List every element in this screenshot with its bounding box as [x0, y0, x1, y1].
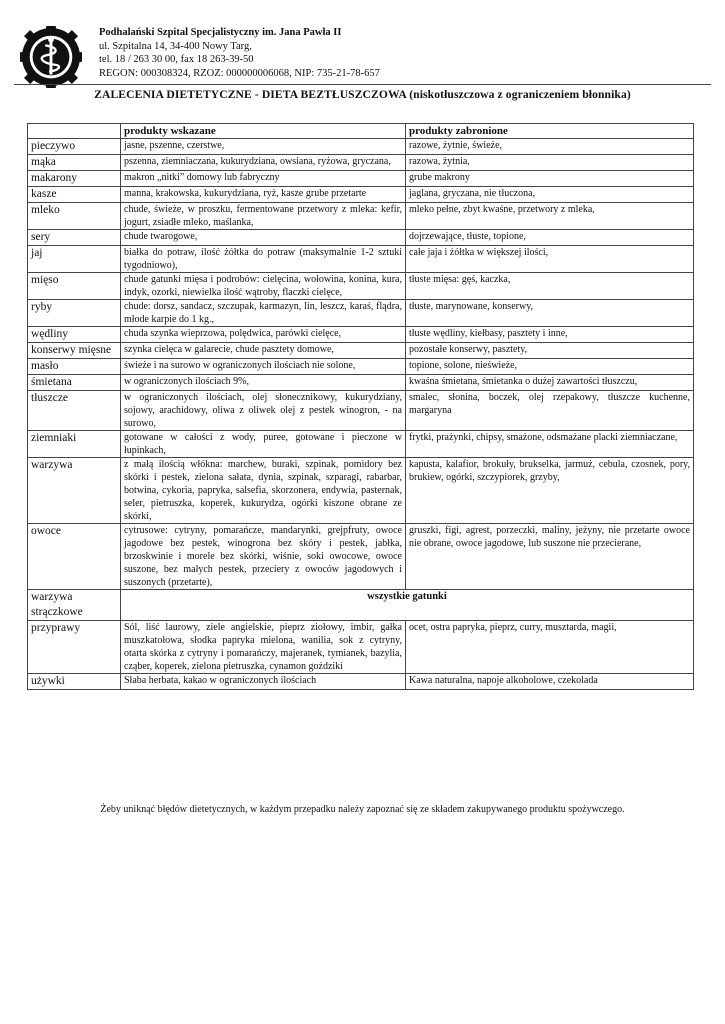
forbidden-cell: ocet, ostra papryka, pieprz, curry, musztarda, magii, — [406, 621, 694, 674]
footer-note: Żeby uniknąć błędów dietetycznych, w każdym przepadku należy zapoznać się ze składem zakupywanego produktu spożywczego. — [100, 804, 625, 815]
diet-table — [27, 123, 694, 690]
hospital-address: ul. Szpitalna 14, 34-400 Nowy Targ, — [99, 40, 252, 52]
category-cell: warzywa strączkowe — [28, 590, 121, 621]
table-row — [28, 273, 694, 300]
recommended-cell: chude twarogowe, — [121, 230, 406, 246]
recommended-cell: chude gatunki mięsa i podrobów: cielęcina, wołowina, konina, kura, indyk, ozorki, niewielka ilość wątroby, flaczki cielęce, — [121, 273, 406, 300]
forbidden-cell: pozostałe konserwy, pasztety, — [406, 343, 694, 359]
recommended-cell: Sól, liść laurowy, ziele angielskie, pieprz ziołowy, imbir, gałka muszkatołowa, słodka papryka mielona, wanilia, sok z cytryny, otarta skórka z cytryny i pomarańczy, majeranek, tymianek, bazylia, cząber, koperek, zielona pietruszka, cynamon goździki — [121, 621, 406, 674]
table-row — [28, 375, 694, 391]
forbidden-cell: frytki, prażynki, chipsy, smażone, odsmażane placki ziemniaczane, — [406, 431, 694, 458]
forbidden-cell: jaglana, gryczana, nie tłuczona, — [406, 187, 694, 203]
recommended-cell: z małą ilością włókna: marchew, buraki, szpinak, pomidory bez skórki i pestek, zielona sałata, dynia, szpinak, szparagi, rabarbar, botwina, cykoria, papryka, salsefia, skorzonera, endywia, pasternak, seler, pietruszka, koperek, kukurydza, ogórki kiszone obrane ze skórki, — [121, 458, 406, 524]
table-row — [28, 171, 694, 187]
forbidden-cell: grube makrony — [406, 171, 694, 187]
recommended-cell: chude: dorsz, sandacz, szczupak, karmazyn, lin, leszcz, karaś, flądra, młode karpie do 1 kg., — [121, 300, 406, 327]
forbidden-cell: razowa, żytnia, — [406, 155, 694, 171]
category-cell: tłuszcze — [28, 391, 121, 431]
forbidden-cell: kwaśna śmietana, śmietanka o dużej zawartości tłuszczu, — [406, 375, 694, 391]
table-row — [28, 300, 694, 327]
table-row — [28, 203, 694, 230]
category-cell: śmietana — [28, 375, 121, 391]
forbidden-cell: mleko pełne, zbyt kwaśne, przetwory z mleka, — [406, 203, 694, 230]
table-row — [28, 343, 694, 359]
table-row — [28, 327, 694, 343]
table-row — [28, 391, 694, 431]
category-cell: mąka — [28, 155, 121, 171]
table-row — [28, 230, 694, 246]
recommended-cell: manna, krakowska, kukurydziana, ryż, kasze grube przetarte — [121, 187, 406, 203]
forbidden-cell: tłuste, marynowane, konserwy, — [406, 300, 694, 327]
recommended-cell: gotowane w całości z wody, puree, gotowane i pieczone w łupinkach, — [121, 431, 406, 458]
forbidden-cell: tłuste wędliny, kiełbasy, pasztety i inne, — [406, 327, 694, 343]
recommended-cell: białka do potraw, ilość żółtka do potraw (maksymalnie 1-2 sztuki tygodniowo), — [121, 246, 406, 273]
forbidden-cell: razowe, żytnie, świeże, — [406, 139, 694, 155]
category-cell: ziemniaki — [28, 431, 121, 458]
table-row — [28, 621, 694, 674]
table-row — [28, 246, 694, 273]
recommended-cell: cytrusowe: cytryny, pomarańcze, mandarynki, grejpfruty, owoce jagodowe bez pestek, winogrona bez skóry i pestek, jabłka, brzoskwinie i morele bez skórki, wiśnie, soki owocowe, owoce suszone, bez małych pestek, przeciery z owoców jagodowych i suszonych (przetarte), — [121, 524, 406, 590]
recommended-cell: jasne, pszenne, czerstwe, — [121, 139, 406, 155]
recommended-cell: chuda szynka wieprzowa, polędwica, parówki cielęce, — [121, 327, 406, 343]
category-cell: warzywa — [28, 458, 121, 524]
recommended-cell: w ograniczonych ilościach, olej słonecznikowy, kukurydziany, sojowy, arachidowy, oliwa z oliwek olej z pestek winogron, - na surowo, — [121, 391, 406, 431]
hospital-registry: REGON: 000308324, RZOZ: 000000006068, NIP: 735-21-78-657 — [99, 67, 380, 79]
recommended-cell: szynka cielęca w galarecie, chude pasztety domowe, — [121, 343, 406, 359]
forbidden-cell: kapusta, kalafior, brokuły, brukselka, jarmuż, cebula, czosnek, pory, brukiew, ogórki, szczypiorek, grzyby, — [406, 458, 694, 524]
forbidden-cell: topione, solone, nieświeże, — [406, 359, 694, 375]
hospital-phone: tel. 18 / 263 30 00, fax 18 263-39-50 — [99, 54, 254, 65]
forbidden-cell: gruszki, figi, agrest, porzeczki, maliny, jeżyny, nie przetarte owoce nie obrane, owoce jagodowe, lub suszone nie przecierane, — [406, 524, 694, 590]
hospital-name: Podhalański Szpital Specjalistyczny im. Jana Pawła II — [99, 27, 342, 38]
category-cell: ryby — [28, 300, 121, 327]
category-cell: sery — [28, 230, 121, 246]
hospital-header — [14, 22, 714, 84]
header-forbidden: produkty zabronione — [406, 124, 694, 139]
table-row — [28, 458, 694, 524]
category-cell: makarony — [28, 171, 121, 187]
recommended-cell: w ograniczonych ilościach 9%, — [121, 375, 406, 391]
header-category — [28, 124, 121, 139]
table-row — [28, 155, 694, 171]
forbidden-cell: całe jaja i żółtka w większej ilości, — [406, 246, 694, 273]
hospital-logo — [20, 26, 82, 88]
table-row — [28, 674, 694, 690]
table-row — [28, 524, 694, 590]
forbidden-cell: dojrzewające, tłuste, topione, — [406, 230, 694, 246]
recommended-cell: Słaba herbata, kakao w ograniczonych ilościach — [121, 674, 406, 690]
recommended-cell: chude, świeże, w proszku, fermentowane przetwory z mleka: kefir, jogurt, zsiadłe mleko, maślanka, — [121, 203, 406, 230]
header-recommended: produkty wskazane — [121, 124, 406, 139]
forbidden-cell: Kawa naturalna, napoje alkoholowe, czekolada — [406, 674, 694, 690]
category-cell: przyprawy — [28, 621, 121, 674]
category-cell: owoce — [28, 524, 121, 590]
forbidden-cell: tłuste mięsa: gęś, kaczka, — [406, 273, 694, 300]
table-row — [28, 590, 694, 621]
recommended-cell: świeże i na surowo w ograniczonych ilościach nie solone, — [121, 359, 406, 375]
recommended-cell: makron „nitki” domowy lub fabryczny — [121, 171, 406, 187]
category-cell: mięso — [28, 273, 121, 300]
all-types-cell: wszystkie gatunki — [121, 590, 694, 621]
category-cell: masło — [28, 359, 121, 375]
document-title: ZALECENIA DIETETYCZNE - DIETA BEZTŁUSZCZOWA (niskotłuszczowa z ograniczeniem błonnika) — [94, 88, 631, 101]
table-row — [28, 139, 694, 155]
table-row — [28, 187, 694, 203]
category-cell: jaj — [28, 246, 121, 273]
category-cell: konserwy mięsne — [28, 343, 121, 359]
category-cell: wędliny — [28, 327, 121, 343]
category-cell: używki — [28, 674, 121, 690]
category-cell: kasze — [28, 187, 121, 203]
recommended-cell: pszenna, ziemniaczana, kukurydziana, owsiana, ryżowa, gryczana, — [121, 155, 406, 171]
header-divider — [14, 84, 711, 85]
table-row — [28, 359, 694, 375]
forbidden-cell: smalec, słonina, boczek, olej rzepakowy, tłuszcze kuchenne, margaryna — [406, 391, 694, 431]
category-cell: mleko — [28, 203, 121, 230]
category-cell: pieczywo — [28, 139, 121, 155]
table-header-row — [28, 124, 694, 139]
table-row — [28, 431, 694, 458]
